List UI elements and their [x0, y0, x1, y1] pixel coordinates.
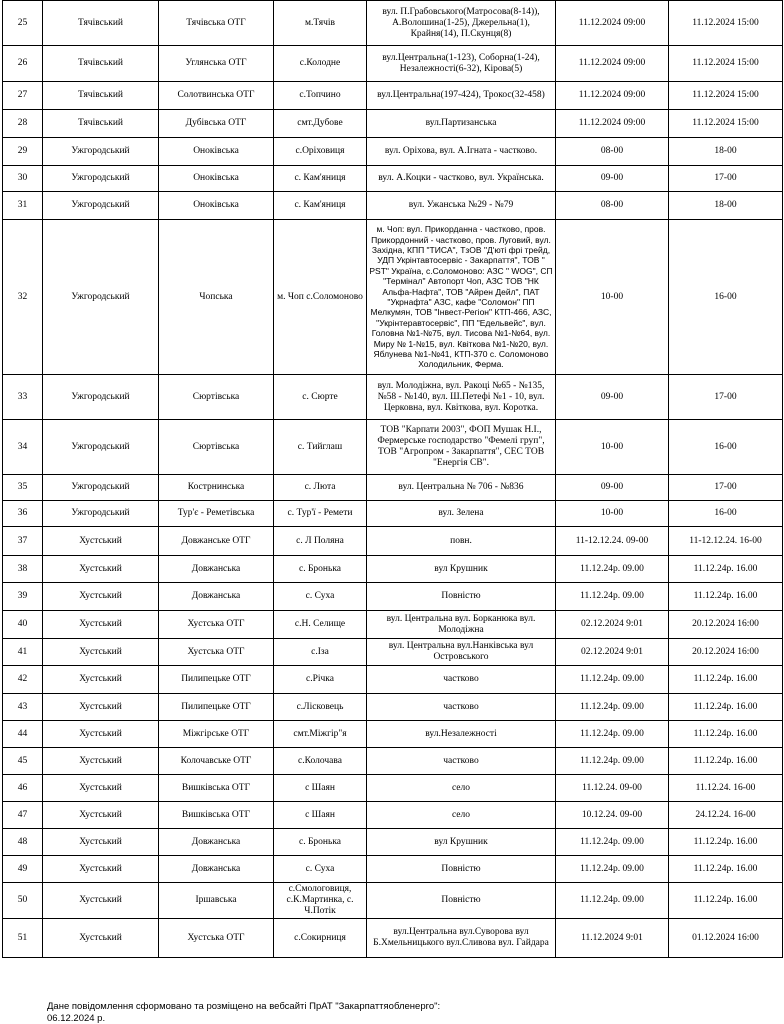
- row-number: 37: [3, 527, 43, 556]
- district-cell: Ужгородський: [43, 375, 159, 420]
- district-cell: Хустський: [43, 883, 159, 919]
- row-number: 43: [3, 694, 43, 721]
- row-number: 34: [3, 420, 43, 475]
- district-cell: Хустський: [43, 802, 159, 829]
- table-row: [3, 919, 783, 958]
- end-time-cell: 11.12.2024 15:00: [669, 46, 783, 82]
- start-time-cell: 11.12.24р. 09.00: [556, 883, 669, 919]
- footer-date: 06.12.2024 р.: [47, 1012, 106, 1024]
- table-row: [3, 1, 783, 46]
- streets-cell: ТОВ "Карпати 2003", ФОП Мушак Н.І., Фермерське господарство "Фемелі груп", ТОВ "Агропром - Закарпаття", СЕС ТОВ "Енергія СВ".: [367, 420, 556, 475]
- streets-cell: частково: [367, 694, 556, 721]
- table-row: [3, 666, 783, 694]
- table-row: [3, 527, 783, 556]
- community-cell: Тур'є - Реметівська: [159, 501, 274, 527]
- settlement-cell: с. Бронька: [274, 829, 367, 856]
- community-cell: Міжгірське ОТГ: [159, 721, 274, 748]
- end-time-cell: 11.12.24. 16-00: [669, 775, 783, 802]
- settlement-cell: с. Бронька: [274, 556, 367, 583]
- end-time-cell: 18-00: [669, 138, 783, 166]
- district-cell: Хустський: [43, 639, 159, 666]
- end-time-cell: 20.12.2024 16:00: [669, 639, 783, 666]
- settlement-cell: смт.Дубове: [274, 110, 367, 138]
- table-row: [3, 166, 783, 192]
- end-time-cell: 11.12.24р. 16.00: [669, 583, 783, 611]
- settlement-cell: с. Суха: [274, 583, 367, 611]
- end-time-cell: 17-00: [669, 375, 783, 420]
- end-time-cell: 16-00: [669, 501, 783, 527]
- start-time-cell: 08-00: [556, 138, 669, 166]
- start-time-cell: 10-00: [556, 501, 669, 527]
- community-cell: Вишківська ОТГ: [159, 802, 274, 829]
- community-cell: Довжанська: [159, 556, 274, 583]
- settlement-cell: с. Суха: [274, 856, 367, 883]
- row-number: 38: [3, 556, 43, 583]
- community-cell: Оноківська: [159, 166, 274, 192]
- end-time-cell: 24.12.24. 16-00: [669, 802, 783, 829]
- row-number: 32: [3, 220, 43, 375]
- end-time-cell: 11.12.24р. 16.00: [669, 721, 783, 748]
- start-time-cell: 09-00: [556, 166, 669, 192]
- start-time-cell: 11.12.24р. 09.00: [556, 694, 669, 721]
- table-row: [3, 192, 783, 220]
- community-cell: Пилипецьке ОТГ: [159, 666, 274, 694]
- row-number: 46: [3, 775, 43, 802]
- settlement-cell: с. Люта: [274, 475, 367, 501]
- settlement-cell: с.Колодне: [274, 46, 367, 82]
- streets-cell: вул.Центральна вул.Суворова вул Б.Хмельницького вул.Сливова вул. Гайдара: [367, 919, 556, 958]
- streets-cell: Повністю: [367, 583, 556, 611]
- table-row: [3, 829, 783, 856]
- streets-cell: повн.: [367, 527, 556, 556]
- community-cell: Хустська ОТГ: [159, 611, 274, 639]
- settlement-cell: с.Колочава: [274, 748, 367, 775]
- community-cell: Вишківська ОТГ: [159, 775, 274, 802]
- district-cell: Хустський: [43, 611, 159, 639]
- table-row: [3, 694, 783, 721]
- row-number: 29: [3, 138, 43, 166]
- table-row: [3, 420, 783, 475]
- table-row: [3, 583, 783, 611]
- table-row: [3, 110, 783, 138]
- streets-cell: м. Чоп: вул. Прикорданна - частково, пров. Прикордонний - частково, пров. Луговий, вул. Західна, КПП "ТИСА", ТзОВ "Д'юті фрі трейд, УДП Укрінтавтосервіс - Закарпаття", ТОВ " PST" Україна, с.Соломоново: АЗС " WOG", СП "Термінал" Автопорт Чоп, АЗС ТОВ "НК Альфа-Нафта", ТОВ "Айрен Дейл", ПАТ "Укрнафта" АЗС, кафе "Соломон" ПП Мелкумян, ТОВ "Інвест-Регіон" КТП-466, АЗС, "Укрінтеравтосервіс", ПП "Едельвейс", вул. Головна №1-№75, вул. Тисова №1-№64, вул. Миру № 1-№15, вул. Квіткова №1-№20, вул. Яблунева №1-№41, КТП-370 с. Соломоново Холодильник, Ферма.: [367, 220, 556, 375]
- table-row: [3, 138, 783, 166]
- streets-cell: вул.Центральна(197-424), Трокос(32-458): [367, 82, 556, 110]
- start-time-cell: 11.12.24р. 09.00: [556, 556, 669, 583]
- district-cell: Хустський: [43, 775, 159, 802]
- streets-cell: вул.Партизанська: [367, 110, 556, 138]
- settlement-cell: с.Лісковець: [274, 694, 367, 721]
- start-time-cell: 11.12.24р. 09.00: [556, 829, 669, 856]
- row-number: 42: [3, 666, 43, 694]
- row-number: 28: [3, 110, 43, 138]
- row-number: 50: [3, 883, 43, 919]
- streets-cell: вул. П.Грабовського(Матросова(8-14)), А.Волошина(1-25), Джерельна(1), Крайня(14), П.Скунця(8): [367, 1, 556, 46]
- community-cell: Довжанська: [159, 829, 274, 856]
- table-row: [3, 775, 783, 802]
- streets-cell: вул Крушник: [367, 829, 556, 856]
- table-row: [3, 856, 783, 883]
- community-cell: Углянська ОТГ: [159, 46, 274, 82]
- district-cell: Ужгородський: [43, 220, 159, 375]
- district-cell: Хустський: [43, 856, 159, 883]
- settlement-cell: смт.Міжгір"я: [274, 721, 367, 748]
- start-time-cell: 10-00: [556, 220, 669, 375]
- start-time-cell: 11.12.2024 09:00: [556, 1, 669, 46]
- table-row: [3, 611, 783, 639]
- row-number: 27: [3, 82, 43, 110]
- streets-cell: Повністю: [367, 883, 556, 919]
- district-cell: Хустський: [43, 583, 159, 611]
- district-cell: Тячівський: [43, 82, 159, 110]
- end-time-cell: 16-00: [669, 420, 783, 475]
- end-time-cell: 11.12.24р. 16.00: [669, 666, 783, 694]
- community-cell: Солотвинська ОТГ: [159, 82, 274, 110]
- end-time-cell: 11.12.24р. 16.00: [669, 856, 783, 883]
- community-cell: Чопська: [159, 220, 274, 375]
- start-time-cell: 11.12.2024 09:00: [556, 46, 669, 82]
- community-cell: Колочавське ОТГ: [159, 748, 274, 775]
- footer-publication-text: Дане повідомлення сформовано та розміщено на вебсайті ПрАТ "Закарпаттяобленерго":: [47, 1001, 441, 1012]
- streets-cell: село: [367, 775, 556, 802]
- settlement-cell: с Шаян: [274, 775, 367, 802]
- streets-cell: вул. Ужанська №29 - №79: [367, 192, 556, 220]
- settlement-cell: м. Чоп с.Соломоново: [274, 220, 367, 375]
- row-number: 49: [3, 856, 43, 883]
- district-cell: Хустський: [43, 721, 159, 748]
- streets-cell: вул. Зелена: [367, 501, 556, 527]
- start-time-cell: 09-00: [556, 375, 669, 420]
- streets-cell: вул. Центральна № 706 - №836: [367, 475, 556, 501]
- start-time-cell: 08-00: [556, 192, 669, 220]
- end-time-cell: 11.12.2024 15:00: [669, 82, 783, 110]
- start-time-cell: 02.12.2024 9:01: [556, 611, 669, 639]
- end-time-cell: 11.12.24р. 16.00: [669, 748, 783, 775]
- community-cell: Хустська ОТГ: [159, 639, 274, 666]
- district-cell: Хустський: [43, 694, 159, 721]
- start-time-cell: 11.12.24р. 09.00: [556, 666, 669, 694]
- settlement-cell: с Шаян: [274, 802, 367, 829]
- streets-cell: вул.Центральна(1-123), Соборна(1-24), Незалежності(6-32), Кірова(5): [367, 46, 556, 82]
- row-number: 51: [3, 919, 43, 958]
- community-cell: Хустська ОТГ: [159, 919, 274, 958]
- district-cell: Ужгородський: [43, 420, 159, 475]
- settlement-cell: с.Н. Селище: [274, 611, 367, 639]
- streets-cell: частково: [367, 666, 556, 694]
- settlement-cell: с.Топчино: [274, 82, 367, 110]
- settlement-cell: с. Л Поляна: [274, 527, 367, 556]
- streets-cell: вул. Оріхова, вул. А.Ігната - частково.: [367, 138, 556, 166]
- district-cell: Ужгородський: [43, 138, 159, 166]
- end-time-cell: 11.12.24р. 16.00: [669, 883, 783, 919]
- district-cell: Ужгородський: [43, 501, 159, 527]
- end-time-cell: 20.12.2024 16:00: [669, 611, 783, 639]
- community-cell: Сюртівська: [159, 375, 274, 420]
- end-time-cell: 01.12.2024 16:00: [669, 919, 783, 958]
- end-time-cell: 11.12.24р. 16.00: [669, 556, 783, 583]
- footer-note: [47, 1001, 440, 1024]
- community-cell: Довжанське ОТГ: [159, 527, 274, 556]
- start-time-cell: 11.12.2024 09:00: [556, 82, 669, 110]
- row-number: 26: [3, 46, 43, 82]
- row-number: 41: [3, 639, 43, 666]
- district-cell: Тячівський: [43, 110, 159, 138]
- streets-cell: вул.Незалежності: [367, 721, 556, 748]
- community-cell: Оноківська: [159, 138, 274, 166]
- table-row: [3, 46, 783, 82]
- start-time-cell: 11.12.2024 09:00: [556, 110, 669, 138]
- start-time-cell: 09-00: [556, 475, 669, 501]
- row-number: 47: [3, 802, 43, 829]
- start-time-cell: 02.12.2024 9:01: [556, 639, 669, 666]
- streets-cell: вул. А.Коцки - частково, вул. Українська.: [367, 166, 556, 192]
- row-number: 25: [3, 1, 43, 46]
- end-time-cell: 16-00: [669, 220, 783, 375]
- community-cell: Довжанська: [159, 583, 274, 611]
- settlement-cell: с.Смологовиця, с.К.Мартинка, с. Ч.Потік: [274, 883, 367, 919]
- outage-schedule-table: [2, 0, 783, 958]
- settlement-cell: м.Тячів: [274, 1, 367, 46]
- streets-cell: вул. Центральна вул.Нанківська вул Островського: [367, 639, 556, 666]
- district-cell: Хустський: [43, 748, 159, 775]
- start-time-cell: 11-12.12.24. 09-00: [556, 527, 669, 556]
- table-row: [3, 375, 783, 420]
- district-cell: Хустський: [43, 919, 159, 958]
- end-time-cell: 11.12.24р. 16.00: [669, 829, 783, 856]
- community-cell: Оноківська: [159, 192, 274, 220]
- community-cell: Пилипецьке ОТГ: [159, 694, 274, 721]
- end-time-cell: 11.12.24р. 16.00: [669, 694, 783, 721]
- start-time-cell: 11.12.24р. 09.00: [556, 856, 669, 883]
- district-cell: Тячівський: [43, 1, 159, 46]
- district-cell: Ужгородський: [43, 192, 159, 220]
- settlement-cell: с.Сокирниця: [274, 919, 367, 958]
- settlement-cell: с.Іза: [274, 639, 367, 666]
- streets-cell: вул. Центральна вул. Борканюка вул. Молодіжна: [367, 611, 556, 639]
- row-number: 44: [3, 721, 43, 748]
- start-time-cell: 10.12.24. 09-00: [556, 802, 669, 829]
- streets-cell: Повністю: [367, 856, 556, 883]
- district-cell: Хустський: [43, 829, 159, 856]
- settlement-cell: с. Сюрте: [274, 375, 367, 420]
- settlement-cell: с. Тийглаш: [274, 420, 367, 475]
- row-number: 45: [3, 748, 43, 775]
- end-time-cell: 11-12.12.24. 16-00: [669, 527, 783, 556]
- end-time-cell: 18-00: [669, 192, 783, 220]
- start-time-cell: 11.12.2024 9:01: [556, 919, 669, 958]
- settlement-cell: с.Річка: [274, 666, 367, 694]
- streets-cell: вул. Молодіжна, вул. Ракоці №65 - №135, №58 - №140, вул. Ш.Петефі №1 - 10, вул. Церковна, вул. Квіткова, вул. Коротка.: [367, 375, 556, 420]
- community-cell: Сюртівська: [159, 420, 274, 475]
- start-time-cell: 11.12.24р. 09.00: [556, 748, 669, 775]
- row-number: 30: [3, 166, 43, 192]
- settlement-cell: с. Кам'яниця: [274, 166, 367, 192]
- table-row: [3, 639, 783, 666]
- streets-cell: вул Крушник: [367, 556, 556, 583]
- table-row: [3, 82, 783, 110]
- row-number: 39: [3, 583, 43, 611]
- settlement-cell: с.Оріховиця: [274, 138, 367, 166]
- district-cell: Хустський: [43, 666, 159, 694]
- community-cell: Тячівська ОТГ: [159, 1, 274, 46]
- district-cell: Ужгородський: [43, 475, 159, 501]
- row-number: 31: [3, 192, 43, 220]
- table-row: [3, 501, 783, 527]
- row-number: 40: [3, 611, 43, 639]
- district-cell: Хустський: [43, 556, 159, 583]
- start-time-cell: 10-00: [556, 420, 669, 475]
- district-cell: Хустський: [43, 527, 159, 556]
- start-time-cell: 11.12.24р. 09.00: [556, 721, 669, 748]
- row-number: 36: [3, 501, 43, 527]
- community-cell: Іршавська: [159, 883, 274, 919]
- table-row: [3, 556, 783, 583]
- streets-cell: село: [367, 802, 556, 829]
- district-cell: Тячівський: [43, 46, 159, 82]
- end-time-cell: 11.12.2024 15:00: [669, 110, 783, 138]
- start-time-cell: 11.12.24р. 09.00: [556, 583, 669, 611]
- end-time-cell: 17-00: [669, 166, 783, 192]
- table-row: [3, 475, 783, 501]
- end-time-cell: 17-00: [669, 475, 783, 501]
- table-row: [3, 220, 783, 375]
- settlement-cell: с. Кам'яниця: [274, 192, 367, 220]
- table-row: [3, 883, 783, 919]
- table-row: [3, 721, 783, 748]
- settlement-cell: с. Тур'ї - Ремети: [274, 501, 367, 527]
- community-cell: Довжанська: [159, 856, 274, 883]
- district-cell: Ужгородський: [43, 166, 159, 192]
- row-number: 35: [3, 475, 43, 501]
- community-cell: Кострнинська: [159, 475, 274, 501]
- table-row: [3, 748, 783, 775]
- end-time-cell: 11.12.2024 15:00: [669, 1, 783, 46]
- community-cell: Дубівська ОТГ: [159, 110, 274, 138]
- streets-cell: частково: [367, 748, 556, 775]
- row-number: 48: [3, 829, 43, 856]
- start-time-cell: 11.12.24. 09-00: [556, 775, 669, 802]
- table-row: [3, 802, 783, 829]
- row-number: 33: [3, 375, 43, 420]
